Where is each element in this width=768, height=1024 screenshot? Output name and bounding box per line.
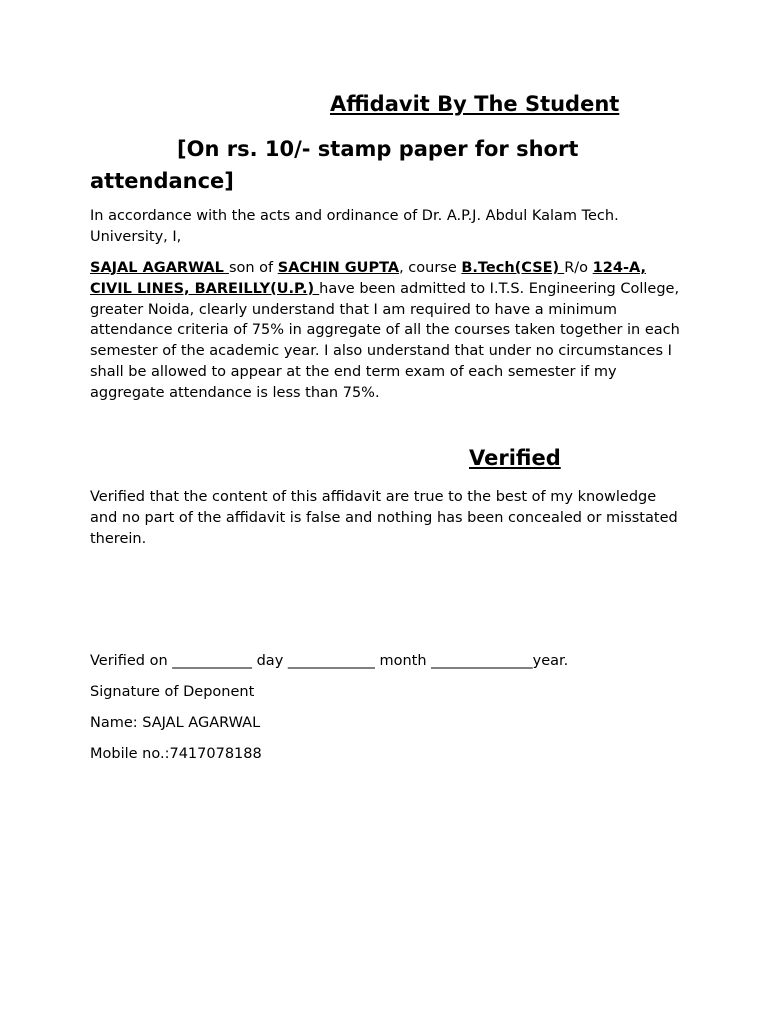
verified-on-line: Verified on ___________ day ____________ month ______________year.: [90, 653, 569, 669]
document-subtitle: [On rs. 10/- stamp paper for short attendance]: [90, 137, 579, 193]
student-name: SAJAL AGARWAL: [90, 260, 229, 276]
name-line: Name: SAJAL AGARWAL: [90, 715, 261, 731]
document-title: Affidavit By The Student: [330, 92, 620, 116]
residence-text: R/o: [564, 260, 593, 276]
declaration-body: have been admitted to I.T.S. Engineering College, greater Noida, clearly understand that I am required to have a minimum attendance criteria of 75% in aggregate of all the courses taken together in each semester of the academic year. I also understand that under no circumstances I shall be allowed to appear at the end term exam of each semester if my aggregate attendance is less than 75%.: [90, 280, 680, 401]
course-name: B.Tech(CSE): [461, 260, 565, 276]
verification-paragraph: Verified that the content of this affidavit are true to the best of my knowledge and no part of the affidavit is false and nothing has been concealed or misstated therein.: [90, 489, 678, 547]
intro-paragraph: In accordance with the acts and ordinance of Dr. A.P.J. Abdul Kalam Tech. University, I,: [90, 208, 619, 245]
verified-heading: Verified: [469, 446, 561, 470]
son-of-text: son of: [228, 260, 278, 276]
course-text: , course: [399, 260, 462, 276]
address: 124-A, CIVIL LINES, BAREILLY(U.P.): [90, 260, 646, 297]
mobile-line: Mobile no.:7417078188: [90, 746, 262, 762]
signature-line: Signature of Deponent: [90, 684, 255, 700]
declaration-paragraph: [90, 258, 680, 404]
father-name: SACHIN GUPTA: [277, 260, 400, 276]
